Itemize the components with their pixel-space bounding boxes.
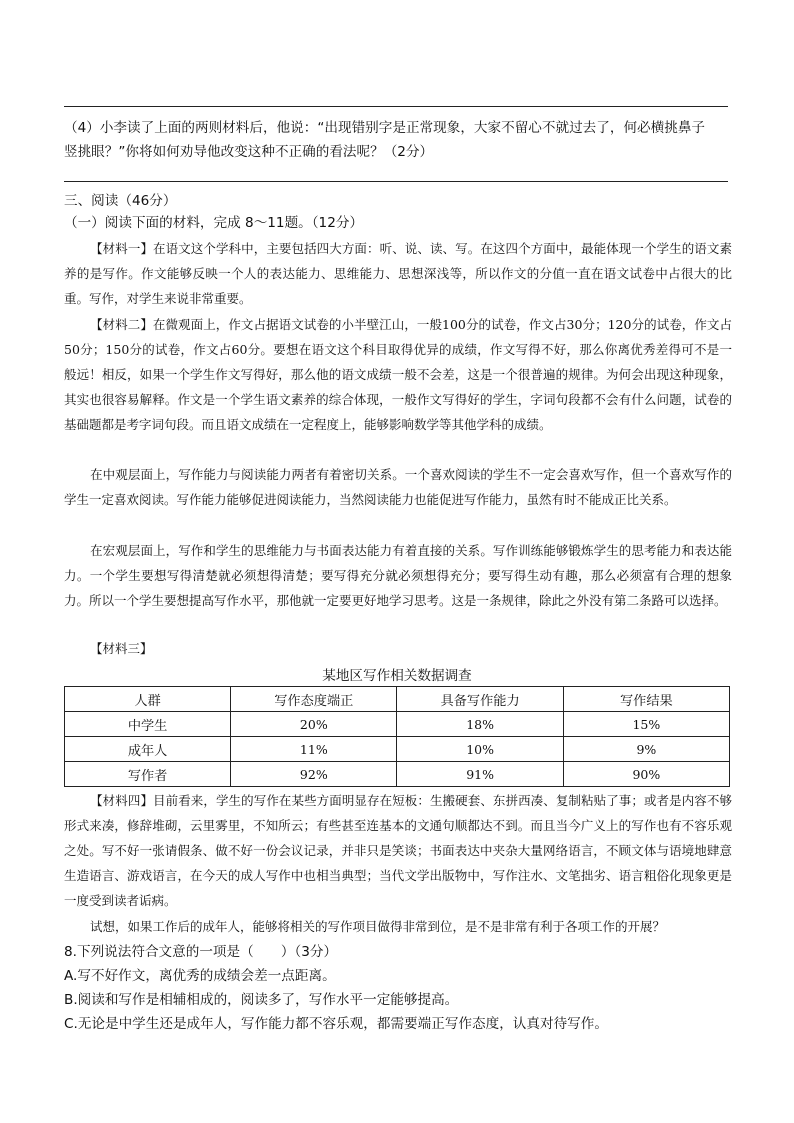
reading-part-1-instruction: （一）阅读下面的材料，完成 8～11题。（12分） xyxy=(64,215,364,231)
material-2-middle: 在中观层面上，写作能力与阅读能力两者有着密切关系。一个喜欢阅读的学生不一定会喜欢写作，但一个喜欢写作的学生一定喜欢阅读。写作能力能够促进阅读能力，当然阅读能力也能促进写作能力，虽然有时不能成正比关系。 xyxy=(64,467,732,507)
question-8-stem: 8.下列说法符合文意的一项是（ ）（3分） xyxy=(64,944,338,960)
table-cell: 成年人 xyxy=(65,737,231,762)
material-4-closing: 试想，如果工作后的成年人，能够将相关的写作项目做得非常到位，是不是非常有利于各项工作的开展？ xyxy=(90,919,666,934)
table-cell: 91% xyxy=(397,762,563,787)
section-3-title: 三、阅读（46分） xyxy=(64,193,177,209)
table-cell: 20% xyxy=(231,712,397,737)
table-cell: 9% xyxy=(563,737,729,762)
table-cell: 11% xyxy=(231,737,397,762)
question-4-line-1: （4）小李读了上面的两则材料后，他说：“出现错别字是正常现象，大家不留心不就过去了，何必横挑鼻子 xyxy=(64,120,706,136)
material-2-macro: 在宏观层面上，写作和学生的思维能力与书面表达能力有着直接的关系。写作训练能够锻炼学生的思考能力和表达能力。一个学生要想写得清楚就必须想得清楚；要写得充分就必须想得充分；要写得生动有趣，那么必须富有合理的想象力。所以一个学生要想提高写作水平，那他就一定要更好地学习思考。这是一条规律，除此之外没有第二条路可以选择。 xyxy=(64,543,732,608)
question-8-option-b: B.阅读和写作是相辅相成的，阅读多了，写作水平一定能够提高。 xyxy=(64,992,459,1008)
table-header: 具备写作能力 xyxy=(397,687,563,712)
table-cell: 90% xyxy=(563,762,729,787)
table-cell: 写作者 xyxy=(65,762,231,787)
table-header: 写作态度端正 xyxy=(231,687,397,712)
survey-table xyxy=(64,686,730,787)
table-header: 写作结果 xyxy=(563,687,729,712)
material-3-label: 【材料三】 xyxy=(90,641,153,656)
material-4: 【材料四】目前看来，学生的写作在某些方面明显存在短板：生搬硬套、东拼西凑、复制粘贴了事；或者是内容不够形式来凑，修辞堆砌，云里雾里，不知所云；有些甚至连基本的文通句顺都达不到。而且当今广义上的写作也有不容乐观之处。写不好一张请假条、做不好一份会议记录，并非只是笑谈；书面表达中夹杂大量网络语言，不顾文体与语境地肆意生造语言、游戏语言，在今天的成人写作中也相当典型；当代文学出版物中，写作注水、文笔拙劣、语言粗俗化现象更是一度受到读者诟病。 xyxy=(64,793,732,908)
table-title: 某地区写作相关数据调查 xyxy=(322,668,472,684)
table-cell: 中学生 xyxy=(65,712,231,737)
question-4-line-2: 竖挑眼？”你将如何劝导他改变这种不正确的看法呢？（2分） xyxy=(64,144,434,160)
table-cell: 15% xyxy=(563,712,729,737)
table-cell: 10% xyxy=(397,737,563,762)
question-8-option-a: A.写不好作文，离优秀的成绩会差一点距离。 xyxy=(64,968,336,984)
table-row xyxy=(65,737,730,762)
question-8-option-c: C.无论是中学生还是成年人，写作能力都不容乐观，都需要端正写作态度，认真对待写作。 xyxy=(64,1016,608,1032)
material-2: 【材料二】在微观面上，作文占据语文试卷的小半壁江山，一般100分的试卷，作文占30分；120分的试卷，作文占50分；150分的试卷，作文占60分。要想在语文这个科目取得优异的成绩，作文写得不好，那么你离优秀差得可不是一般远！相反，如果一个学生作文写得好，那么他的语文成绩一般不会差，这是一个很普遍的规律。为何会出现这种现象，其实也很容易解释。作文是一个学生语文素养的综合体现，一般作文写得好的学生，字词句段都不会有什么问题，试卷的基础题都是考字词句段。而且语文成绩在一定程度上，能够影响数学等其他学科的成绩。 xyxy=(64,317,732,432)
table-row xyxy=(65,712,730,737)
table-row xyxy=(65,762,730,787)
answer-line xyxy=(64,181,728,182)
answer-line xyxy=(64,106,728,107)
material-1: 【材料一】在语文这个学科中，主要包括四大方面：听、说、读、写。在这四个方面中，最能体现一个学生的语文素养的是写作。作文能够反映一个人的表达能力、思维能力、思想深浅等，所以作文的分值一直在语文试卷中占很大的比重。写作，对学生来说非常重要。 xyxy=(64,241,732,306)
table-header-row xyxy=(65,687,730,712)
table-cell: 18% xyxy=(397,712,563,737)
table-header: 人群 xyxy=(65,687,231,712)
table-cell: 92% xyxy=(231,762,397,787)
